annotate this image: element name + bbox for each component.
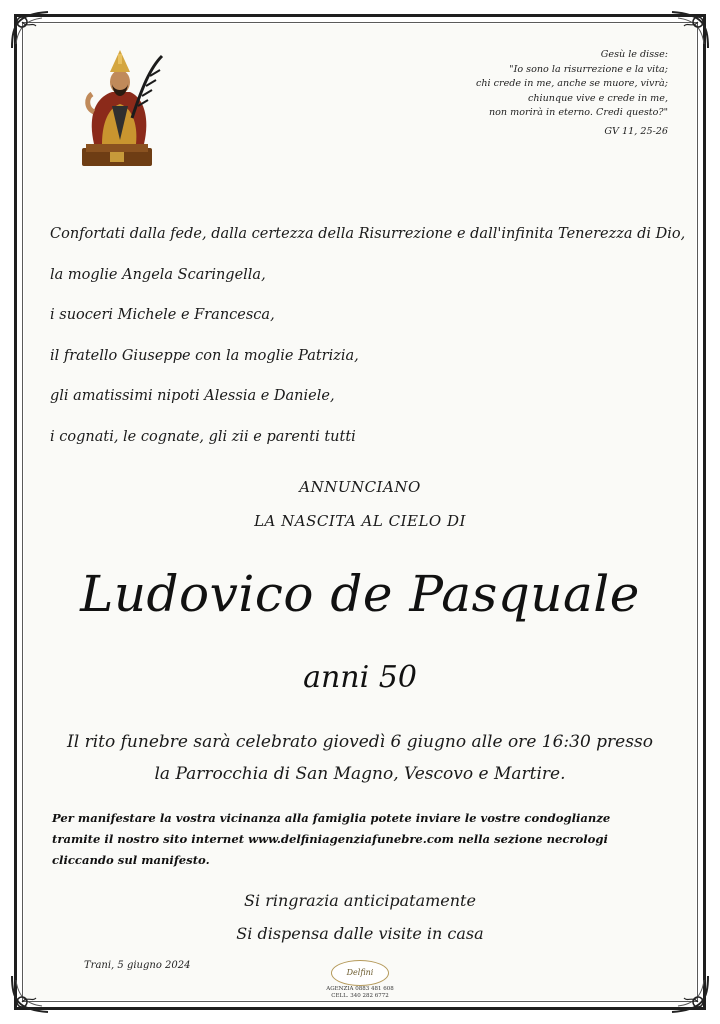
announcement-line-1: ANNUNCIANO (299, 478, 421, 496)
deceased-name: Ludovico de Pasquale (80, 565, 640, 623)
intro-line: il fratello Giuseppe con la moglie Patrizia, (50, 347, 359, 364)
agency-logo (318, 960, 402, 1014)
corner-ornament-icon (8, 972, 52, 1016)
gospel-quote (408, 48, 668, 139)
corner-ornament-icon (668, 972, 712, 1016)
family-list (50, 214, 690, 457)
intro-line: gli amatissimi nipoti Alessia e Daniele, (50, 388, 335, 404)
condolence-notice (52, 808, 682, 871)
agency-phone: AGENZIA 0883 481 608 (326, 986, 394, 992)
notice-line: tramite il nostro sito internet www.delfiniagenziafunebre.com nella sezione necrologi (52, 832, 608, 846)
intro-line: i suoceri Michele e Francesca, (50, 307, 275, 323)
corner-ornament-icon (8, 8, 52, 52)
notice-line: cliccando sul manifesto. (52, 853, 210, 867)
rite-line-1: Il rito funebre sarà celebrato giovedì 6 giugno alle ore 16:30 presso (67, 732, 653, 752)
closing-line-1: Si ringrazia anticipatamente (244, 891, 476, 910)
quote-reference: GV 11, 25-26 (604, 125, 668, 137)
dateline: Trani, 5 giugno 2024 (84, 960, 191, 971)
quote-line: chi crede in me, anche se muore, vivrà; (475, 78, 668, 89)
quote-line: chiunque vive e crede in me, (527, 92, 668, 104)
intro-line: i cognati, le cognate, gli zii e parenti tutti (50, 428, 356, 445)
quote-line: non morirà in eterno. Credi questo?" (488, 107, 668, 118)
agency-logo-mark: Delfini (331, 960, 389, 986)
closing-line-2: Si dispensa dalle visite in casa (236, 924, 484, 943)
corner-ornament-icon (668, 8, 712, 52)
intro-line: la moglie Angela Scaringella, (50, 266, 266, 283)
agency-cell: CELL. 340 282 6772 (331, 993, 389, 999)
quote-line: "Io sono la risurrezione e la vita; (509, 63, 668, 75)
quote-line: Gesù le disse: (600, 49, 668, 60)
intro-line: Confortati dalla fede, dalla certezza della Risurrezione e dall'infinita Tenerezza di Dio, (50, 226, 686, 242)
deceased-age: anni 50 (303, 660, 417, 695)
saint-statue-image (72, 48, 168, 172)
notice-line: Per manifestare la vostra vicinanza alla famiglia potete inviare le vostre condoglianze (52, 811, 611, 825)
announcement-line-2: LA NASCITA AL CIELO DI (254, 512, 466, 530)
rite-line-2: la Parrocchia di San Magno, Vescovo e Martire. (154, 764, 566, 784)
